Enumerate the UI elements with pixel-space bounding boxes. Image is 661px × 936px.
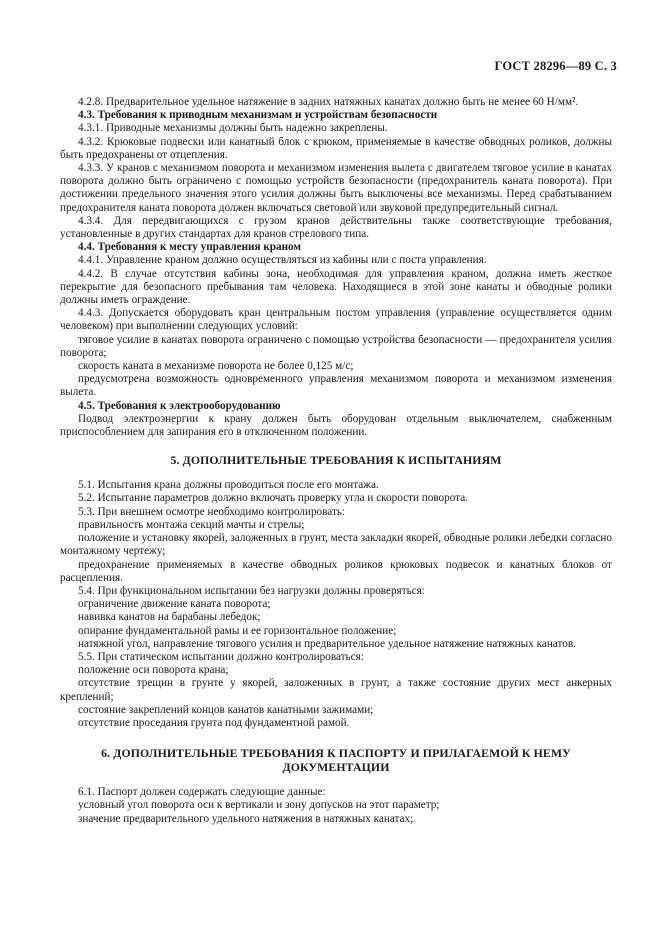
paragraph: тяговое усилие в канатах поворота ограничено с помощью устройства безопасности — предохранителя усилия поворота; <box>60 333 612 359</box>
paragraph: 4.3.1. Приводные механизмы должны быть надежно закреплены. <box>78 122 388 135</box>
paragraph: опирание фундаментальной рамы и ее горизонтальное положение; <box>78 624 397 637</box>
paragraph: 5.4. При функциональном испытании без нагрузки должны проверяться: <box>78 584 425 597</box>
paragraph: натяжной угол, направление тягового усилия и предварительное удельное натяжение натяжных канатов. <box>78 637 576 650</box>
paragraph: положение оси поворота крана; <box>78 664 229 677</box>
paragraph: предусмотрена возможность одновременного управления механизмом поворота и механизмом изменения вылета. <box>60 373 612 399</box>
paragraph: скорость каната в механизме поворота не более 0,125 м/с; <box>78 360 354 373</box>
paragraph: предохранение применяемых в качестве обводных роликов крюковых подвесок и канатных блоков от расцепления. <box>60 558 612 584</box>
paragraph: 6.1. Паспорт должен содержать следующие данные: <box>78 786 326 799</box>
paragraph: 5.5. При статическом испытании должно контролироваться: <box>78 650 364 663</box>
paragraph: 4.4.1. Управление краном должно осуществляться из кабины или с поста управления. <box>78 254 487 267</box>
page-header: ГОСТ 28296—89 С. 3 <box>494 59 617 73</box>
paragraph: положение и установку якорей, заложенных в грунт, места закладки якорей, обводные ролики лебедки согласно монтажному чертежу; <box>60 532 612 558</box>
paragraph: ограничение движение каната поворота; <box>78 598 271 611</box>
paragraph: Подвод электроэнергии к крану должен быть оборудован отдельным выключателем, снабженным приспособлением для запирания его в отключенном положении. <box>60 412 612 439</box>
paragraph: правильность монтажа секций мачты и стрелы; <box>78 518 305 531</box>
paragraph: 4.3.3. У кранов с механизмом поворота и механизмом изменения вылета с двигателем тяговое усилие в канатах поворота должно быть ограничено с помощью устройств безопасности (предохранитель каната поворота). При достижении предельного значения этого усилия должны быть выключены все механизмы. Перед срабатыванием предохранителя каната поворота должен включаться световой или звуковой предупредительный сигнал. <box>60 162 612 214</box>
paragraph: состояние закреплений концов канатов канатными зажимами; <box>78 703 374 716</box>
subsection-heading: 4.4. Требования к месту управления краном <box>78 241 302 254</box>
paragraph: 5.3. При внешнем осмотре необходимо контролировать: <box>78 505 346 518</box>
subsection-heading: 4.3. Требования к приводным механизмам и устройствам безопасности <box>78 109 438 122</box>
paragraph: значение предварительного удельного натяжения в натяжных канатах; <box>78 812 414 825</box>
paragraph: 5.2. Испытание параметров должно включать проверку угла и скорости поворота. <box>78 492 468 505</box>
paragraph: условный угол поворота оси к вертикали и зону допусков на этот параметр; <box>78 799 440 812</box>
subsection-heading: 4.5. Требования к электрооборудованию <box>78 399 281 412</box>
paragraph: 4.3.4. Для передвигающихся с грузом кранов действительны также соответствующие требования, установленные в других стандартах для кранов стрелового типа. <box>60 214 612 241</box>
paragraph: отсутствие проседания грунта под фундаментной рамой. <box>78 716 350 729</box>
section-heading: 6. ДОПОЛНИТЕЛЬНЫЕ ТРЕБОВАНИЯ К ПАСПОРТУ И ПРИЛАГАЕМОЙ К НЕМУ ДОКУМЕНТАЦИИ <box>101 746 571 775</box>
paragraph: 4.2.8. Предварительное удельное натяжение в задних натяжных канатах должно быть не менее 60 Н/мм². <box>78 96 579 108</box>
paragraph: 4.3.2. Крюковые подвески или канатный блок с крюком, применяемые в качестве обводных роликов, должны быть предохранены от отцепления. <box>60 135 612 161</box>
paragraph: 4.4.3. Допускается оборудовать кран центральным постом управления (управление осуществляется одним человеком) при выполнении следующих условий: <box>60 307 612 333</box>
paragraph: отсутствие трещин в грунте у якорей, заложенных в грунт, а также состояние других мест анкерных креплений; <box>60 677 612 703</box>
document-body <box>60 96 612 826</box>
paragraph: 4.4.2. В случае отсутствия кабины зона, необходимая для управления краном, должна иметь жесткое перекрытие для безопасного пребывания там человека. Находящиеся в этой зоне канаты и обводные ролики должны иметь ограждение. <box>60 267 612 307</box>
paragraph: навивка канатов на барабаны лебедок; <box>78 611 261 624</box>
section-heading: 5. ДОПОЛНИТЕЛЬНЫЕ ТРЕБОВАНИЯ К ИСПЫТАНИЯМ <box>170 453 502 468</box>
paragraph: 5.1. Испытания крана должны проводиться после его монтажа. <box>78 479 379 492</box>
